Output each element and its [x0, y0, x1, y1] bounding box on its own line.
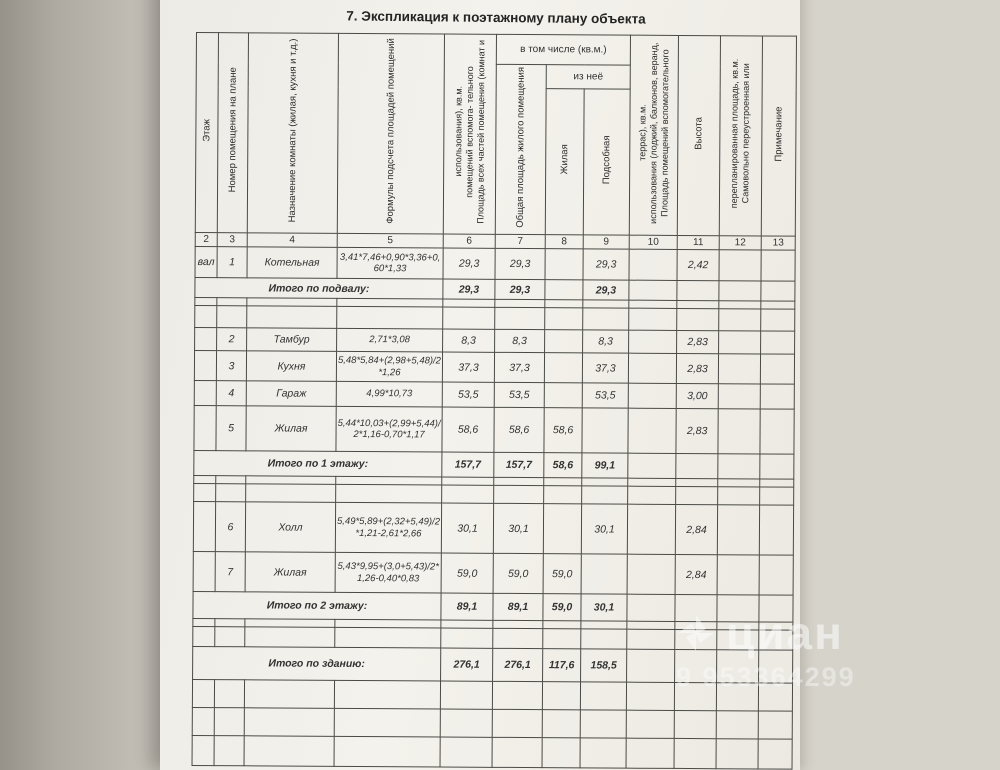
- cell-c7: [494, 485, 544, 503]
- cell-c10: [628, 478, 676, 486]
- cell-c11: 2,84: [675, 554, 717, 594]
- cell-c10: [627, 504, 675, 554]
- cell-num: 5: [216, 406, 246, 451]
- cell-c13: [759, 650, 793, 683]
- cell-c8: 117,6: [543, 649, 581, 682]
- cell-c9: [581, 554, 627, 594]
- cell-c13: [760, 454, 794, 479]
- cell-c12: [717, 505, 759, 555]
- cell-c7: [492, 709, 542, 737]
- cell-etazh: [195, 305, 217, 327]
- cell-num: [215, 627, 245, 647]
- cell-c12: [718, 409, 760, 454]
- cell-c12: [718, 384, 760, 409]
- cell-c12: [719, 301, 761, 309]
- column-number: 4: [247, 233, 337, 248]
- cell-c7: 37,3: [494, 352, 544, 382]
- cell-name: [246, 484, 336, 503]
- cell-formula: [334, 680, 440, 709]
- document-page: [160, 0, 800, 770]
- total-label: Итого по 2 этажу:: [193, 591, 441, 620]
- cell-etazh: [193, 501, 215, 551]
- cell-formula: 5,49*5,89+(2,32+5,49)/2*1,21-2,61*2,66: [335, 502, 441, 553]
- cell-c11: [675, 629, 717, 649]
- column-number: 7: [495, 234, 545, 248]
- cell-c13: [759, 505, 793, 555]
- cell-c9: 29,3: [583, 280, 629, 300]
- cell-name: Гараж: [246, 381, 336, 407]
- cell-c12: [717, 555, 759, 595]
- spacer-row: [192, 707, 792, 739]
- cell-num: [216, 476, 246, 484]
- total-row: [194, 450, 794, 479]
- cell-c6: 29,3: [443, 279, 495, 299]
- cell-c6: 30,1: [441, 503, 493, 553]
- cell-c13: [759, 595, 793, 622]
- cell-formula: [334, 708, 440, 737]
- cell-num: [217, 298, 247, 306]
- cell-c11: [676, 478, 718, 486]
- cell-name: Котельная: [247, 247, 337, 279]
- cell-c11: 2,84: [675, 504, 717, 554]
- column-number: 13: [761, 236, 795, 250]
- cell-c12: [719, 250, 761, 281]
- cell-etazh: [193, 626, 215, 646]
- cell-c9: 30,1: [581, 504, 627, 554]
- data-row: [194, 380, 794, 409]
- column-number: 12: [719, 236, 761, 250]
- cell-c10: [629, 280, 677, 300]
- cell-c11: 2,83: [676, 408, 718, 453]
- header-unauthorized-area: Самовольно переустроенная или перепланированная площадь, кв.м.: [719, 36, 762, 236]
- cell-c12: [717, 622, 759, 630]
- cell-c12: [717, 595, 759, 622]
- cell-etazh: [194, 475, 216, 483]
- cell-c12: [718, 354, 760, 384]
- cell-c8: [543, 629, 581, 649]
- column-number: 10: [629, 235, 677, 249]
- data-row: [194, 350, 794, 384]
- cell-c9: [581, 629, 627, 649]
- cell-c9: [581, 621, 627, 629]
- cell-c11: [675, 621, 717, 629]
- cell-etazh: [193, 551, 215, 591]
- cell-c11: 3,00: [676, 383, 718, 408]
- cell-name: [247, 306, 337, 329]
- cell-etazh: [193, 618, 215, 626]
- cell-num: [214, 708, 244, 736]
- cell-etazh: [194, 350, 216, 380]
- cell-c10: [626, 738, 674, 768]
- cell-name: Тамбур: [247, 328, 337, 352]
- cell-c8: [544, 486, 582, 504]
- cell-c11: [674, 710, 716, 738]
- cell-c13: [760, 479, 794, 487]
- explication-table: [192, 32, 797, 770]
- cell-c11: [677, 308, 719, 330]
- cell-num: [215, 619, 245, 627]
- cell-c10: [629, 300, 677, 308]
- cell-c6: 157,7: [442, 452, 494, 477]
- cell-c13: [761, 331, 795, 354]
- cell-name: Жилая: [246, 406, 336, 452]
- cell-c11: 2,42: [677, 249, 719, 280]
- cell-c8: 59,0: [543, 594, 581, 621]
- cell-c6: 58,6: [442, 407, 494, 452]
- cell-c13: [760, 354, 794, 384]
- cell-c7: [492, 737, 542, 767]
- column-number: 9: [583, 235, 629, 249]
- cell-c6: [440, 709, 492, 737]
- cell-c6: 37,3: [442, 352, 494, 382]
- cell-etazh: [194, 380, 216, 405]
- spacer-row: [192, 679, 792, 711]
- cell-c8: [545, 330, 583, 353]
- cell-c8: [545, 280, 583, 300]
- cell-c9: [580, 682, 626, 710]
- column-number: 2: [195, 232, 217, 246]
- cell-c7: 59,0: [493, 553, 543, 593]
- cell-c6: 53,5: [442, 382, 494, 407]
- cell-c13: [758, 739, 792, 769]
- data-row: [193, 551, 793, 595]
- cell-c10: [629, 330, 677, 353]
- cell-c10: [627, 554, 675, 594]
- header-living: Жилая: [545, 89, 584, 235]
- header-floor: Этаж: [195, 33, 218, 233]
- cell-c10: [628, 383, 676, 408]
- cell-c13: [761, 301, 795, 309]
- cell-c11: 2,83: [676, 353, 718, 383]
- cell-c11: [674, 682, 716, 710]
- cell-c9: [580, 710, 626, 738]
- cell-c8: [542, 738, 580, 768]
- cell-c10: [626, 710, 674, 738]
- cell-c9: [583, 300, 629, 308]
- cell-c10: [628, 408, 676, 453]
- cell-c12: [719, 281, 761, 301]
- cell-c9: 8,3: [583, 330, 629, 353]
- cell-c12: [718, 479, 760, 487]
- cell-c13: [759, 630, 793, 650]
- cell-c10: [628, 453, 676, 478]
- cell-c11: [676, 486, 718, 504]
- cell-c12: [718, 454, 760, 479]
- cell-c8: [543, 504, 581, 554]
- column-number: 11: [677, 235, 719, 249]
- cell-etazh: [192, 707, 214, 735]
- cell-num: [217, 306, 247, 328]
- column-number: 6: [443, 234, 495, 248]
- cell-formula: [337, 306, 443, 329]
- header-total-living-area: Общая площадь жилого помещения: [495, 64, 546, 234]
- cell-c13: [760, 384, 794, 409]
- header-room-number: Номер помещения на плане: [217, 33, 248, 233]
- cell-c13: [761, 250, 795, 281]
- header-including: в том числе (кв.м.): [496, 34, 630, 65]
- cell-c11: [676, 453, 718, 478]
- cell-c9: 99,1: [582, 453, 628, 478]
- cell-formula: 3,41*7,46+0,90*3,36+0,60*1,33: [337, 247, 443, 279]
- data-row: [193, 501, 793, 555]
- cell-etazh: вал: [195, 246, 217, 277]
- column-number: 3: [217, 233, 247, 247]
- cell-c6: 29,3: [443, 248, 495, 279]
- cell-c9: [583, 308, 629, 330]
- cell-c6: 276,1: [441, 648, 493, 681]
- cell-c11: [675, 594, 717, 621]
- cell-c8: 59,0: [543, 554, 581, 594]
- cell-c11: [677, 300, 719, 308]
- cell-c7: 58,6: [494, 407, 544, 452]
- cell-formula: [334, 736, 440, 767]
- cell-c13: [761, 281, 795, 301]
- cell-c12: [716, 711, 758, 739]
- cell-c8: [544, 478, 582, 486]
- total-label: Итого по подвалу:: [195, 277, 443, 299]
- cell-c12: [717, 650, 759, 683]
- cell-etazh: [194, 405, 216, 450]
- cell-c13: [759, 622, 793, 630]
- cell-c6: [440, 737, 492, 767]
- cell-num: 1: [217, 247, 247, 278]
- cell-c12: [716, 683, 758, 711]
- total-label: Итого по зданию:: [193, 646, 441, 681]
- cell-c7: 29,3: [495, 248, 545, 279]
- cell-c7: 8,3: [495, 329, 545, 352]
- cell-c7: 89,1: [493, 593, 543, 620]
- cell-num: 2: [217, 328, 247, 351]
- header-area-formulas: Формулы подсчета площадей помещений: [337, 33, 444, 234]
- column-number: 5: [337, 233, 443, 248]
- cell-c9: [582, 408, 628, 453]
- cell-formula: 5,48*5,84+(2,98+5,48)/2*1,26: [336, 351, 442, 382]
- cell-name: Холл: [245, 502, 335, 553]
- cell-c13: [761, 309, 795, 331]
- header-row-main: [196, 33, 796, 67]
- cell-c10: [628, 353, 676, 383]
- cell-num: 3: [216, 351, 246, 381]
- cell-num: 6: [215, 502, 245, 552]
- cell-c7: 30,1: [493, 503, 543, 553]
- cell-c10: [627, 594, 675, 621]
- data-row: [195, 246, 795, 281]
- spacer-row: [192, 735, 792, 769]
- cell-formula: [335, 627, 441, 648]
- cell-num: [214, 736, 244, 766]
- watermark-number: 9 953364299: [676, 662, 856, 692]
- cell-name: Жилая: [245, 552, 335, 593]
- cell-formula: 5,43*9,95+(3,0+5,43)/2*1,26-0,40*0,83: [335, 552, 441, 593]
- cell-c12: [719, 331, 761, 354]
- cell-c6: 8,3: [443, 329, 495, 352]
- cell-c8: [544, 383, 582, 408]
- header-total-parts-area: Площадь всех частей помещения (комнат и помещений вспомога- тельного использования), кв.м.: [443, 34, 496, 234]
- cell-c10: [627, 649, 675, 682]
- cell-c6: [443, 307, 495, 329]
- cell-c6: [442, 485, 494, 503]
- cell-c8: [542, 710, 580, 738]
- header-of-it: из неё: [546, 65, 630, 90]
- cian-brand-text: циан: [726, 607, 844, 659]
- data-row: [194, 405, 794, 454]
- cell-formula: 4,99*10,73: [336, 381, 442, 407]
- cell-c10: [629, 308, 677, 330]
- cell-c7: [495, 299, 545, 307]
- header-auxiliary-area: Площадь помещений вспомогательного использования (лоджий, балконов, веранд, террас), кв.м.: [629, 35, 678, 235]
- cell-num: 4: [216, 381, 246, 406]
- cell-c10: [627, 629, 675, 649]
- cell-c13: [758, 683, 792, 711]
- cell-c13: [758, 711, 792, 739]
- cell-c12: [716, 739, 758, 769]
- header-note: Примечание: [761, 36, 796, 236]
- cell-etazh: [192, 679, 214, 707]
- cell-c11: [675, 649, 717, 682]
- cell-name: [244, 708, 334, 737]
- cell-c9: 53,5: [582, 383, 628, 408]
- cell-c12: [719, 309, 761, 331]
- cell-etazh: [194, 483, 216, 501]
- cell-c12: [717, 630, 759, 650]
- cell-name: [245, 627, 335, 648]
- cell-c9: [580, 738, 626, 768]
- cell-c9: 37,3: [582, 353, 628, 383]
- cell-name: Кухня: [246, 351, 336, 382]
- total-label: Итого по 1 этажу:: [194, 450, 442, 477]
- cell-c7: 29,3: [495, 279, 545, 299]
- cell-num: 7: [215, 552, 245, 592]
- cell-num: [214, 680, 244, 708]
- cell-c11: [674, 738, 716, 768]
- column-number: 8: [545, 235, 583, 249]
- cell-c6: 59,0: [441, 553, 493, 593]
- cell-c9: [582, 478, 628, 486]
- cell-c6: [441, 628, 493, 648]
- cell-c9: 158,5: [581, 649, 627, 682]
- cell-etazh: [195, 297, 217, 305]
- cell-c8: [543, 621, 581, 629]
- cell-c8: [545, 308, 583, 330]
- cell-c9: [582, 486, 628, 504]
- cell-c10: [626, 682, 674, 710]
- cell-c10: [628, 486, 676, 504]
- cell-etazh: [192, 735, 214, 765]
- header-utility: Подсобная: [583, 89, 630, 235]
- cell-c7: 276,1: [493, 648, 543, 681]
- document-title: 7. Экспликация к поэтажному плану объекта: [346, 8, 646, 27]
- cell-c13: [760, 487, 794, 505]
- total-row: [193, 591, 793, 622]
- cell-c10: [629, 249, 677, 280]
- cell-name: [244, 680, 334, 709]
- cell-c7: [493, 628, 543, 648]
- header-height: Высота: [677, 35, 720, 235]
- cell-etazh: [195, 327, 217, 350]
- cell-c7: [495, 307, 545, 329]
- cell-c7: [492, 681, 542, 709]
- cell-c8: [545, 249, 583, 280]
- cell-c11: 2,83: [677, 330, 719, 353]
- cell-formula: 2,71*3,08: [337, 328, 443, 352]
- cell-c8: 58,6: [544, 408, 582, 453]
- cell-c7: 157,7: [494, 452, 544, 477]
- cell-c6: 89,1: [441, 593, 493, 620]
- cell-num: [216, 484, 246, 502]
- cell-c6: [440, 681, 492, 709]
- cell-c8: [544, 353, 582, 383]
- cell-c12: [718, 487, 760, 505]
- cell-c7: 53,5: [494, 382, 544, 407]
- cell-formula: [336, 484, 442, 503]
- total-row: [193, 646, 793, 683]
- cell-c9: 29,3: [583, 249, 629, 280]
- cell-c9: 30,1: [581, 594, 627, 621]
- cell-c13: [759, 555, 793, 595]
- cell-name: [244, 736, 334, 767]
- cell-c13: [760, 409, 794, 454]
- header-room-purpose: Назначение комнаты (жилая, кухня и т.д.): [247, 33, 338, 234]
- cell-formula: 5,44*10,03+(2,99+5,44)/2*1,16-0,70*1,17: [336, 406, 442, 452]
- cell-c8: [542, 682, 580, 710]
- cell-c11: [677, 280, 719, 300]
- cell-c8: [545, 300, 583, 308]
- cell-c8: 58,6: [544, 453, 582, 478]
